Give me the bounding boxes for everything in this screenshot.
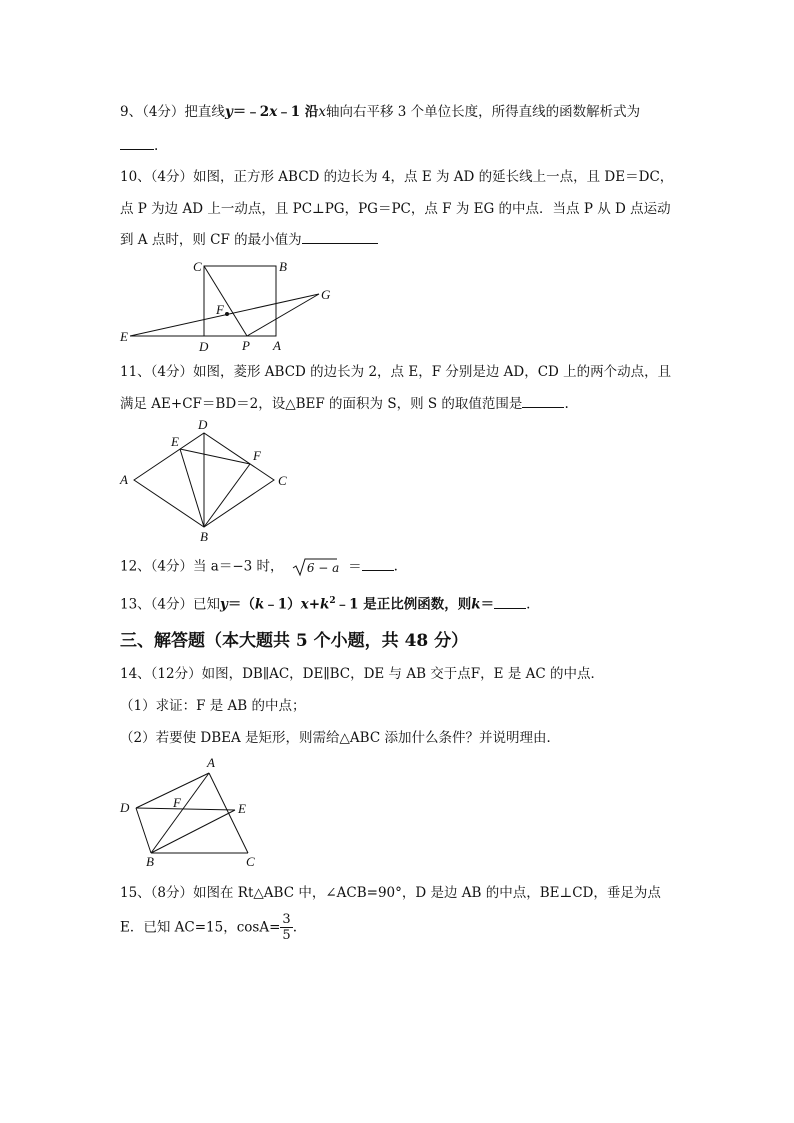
label-E: E [171,434,179,449]
label-A: A [273,338,281,353]
question-11-line2: 满足 AE+CF＝BD＝2，设△BEF 的面积为 S，则 S 的取值范围是 . [120,396,569,412]
answer-blank[interactable] [494,596,526,609]
label-F: F [173,795,181,810]
label-A: A [207,755,215,770]
question-15-line2: E．已知 AC=15，cosA= $\frac{3}{5}$ . [120,912,297,943]
answer-blank[interactable] [522,395,564,408]
label-E: E [238,801,246,816]
section-heading: 三、解答题（本大题共 5 个小题，共 48 分） [120,631,469,651]
question-10-line3: 到 A 点时，则 CF 的最小值为 [120,231,378,249]
label-G: G [321,287,331,302]
label-B: B [146,854,154,869]
label-B: B [200,529,208,544]
question-14-part1: （1）求证：F 是 AB 的中点； [120,698,306,714]
question-9-answer: . [120,137,158,155]
q9-text: 9、（4分）把直线 [120,104,225,120]
question-15-line1: 15、（8分）如图在 Rt△ABC 中，∠ACB=90°，D 是边 AB 的中点，BE⊥CD，垂足为点 [120,885,661,901]
label-D: D [198,417,208,432]
label-P: P [242,338,250,353]
question-14-part2: （2）若要使 DBEA 是矩形，则需给△ABC 添加什么条件？并说明理由． [120,730,560,746]
label-C: C [278,473,287,488]
question-10-line1: 10、（4分）如图，正方形 ABCD 的边长为 4，点 E 为 AD 的延长线上一点，且 DE＝DC， [120,169,674,185]
label-F: F [253,448,261,463]
label-A: A [120,472,128,487]
question-10-line2: 点 P 为边 AD 上一动点，且 PC⊥PG，PG＝PC，点 F 为 EG 的中点．当点 P 从 D 点运动 [120,201,671,217]
label-D: D [199,339,209,354]
label-C: C [246,854,255,869]
label-F: F [216,302,224,317]
label-D: D [120,800,130,815]
label-C: C [193,259,202,274]
question-13: 13、（4分）已知$y=(k﹣1)x+k^2﹣1$ 是正比例函数，则k＝ . [120,596,531,613]
question-12: 12、（4分）当 a＝−3 时， 6 − a ＝ . [120,558,398,575]
question-9: 9、（4分）把直线y＝﹣2x﹣1 沿x轴向右平移 3 个单位长度，所得直线的函数解析式为 [120,104,641,120]
label-E: E [120,329,128,344]
label-B: B [279,259,287,274]
question-11-line1: 11、（4分）如图，菱形 ABCD 的边长为 2，点 E，F 分别是边 AD，CD 上的两个动点，且 [120,364,672,380]
answer-blank[interactable] [362,558,394,571]
question-14-line1: 14、（12分）如图，DB∥AC，DE∥BC，DE 与 AB 交于点F，E 是 AC 的中点． [120,666,604,682]
fraction: $\frac{3}{5}$ [282,912,291,943]
sqrt-expression: 6 − a [292,557,338,577]
